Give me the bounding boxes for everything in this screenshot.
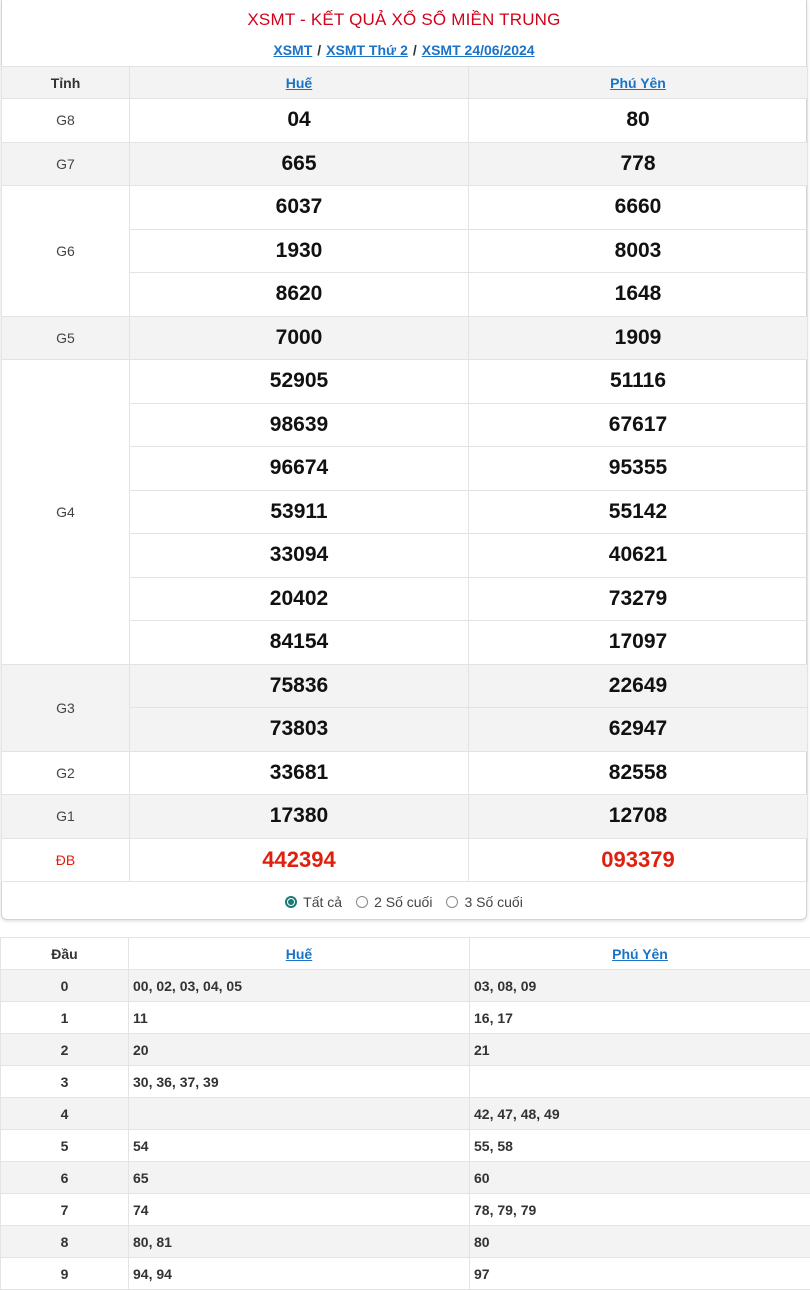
dau-column-header: Đầu <box>1 938 129 970</box>
prize-label: ĐB <box>2 838 130 882</box>
province-link-hue[interactable]: Huế <box>285 74 313 91</box>
province-header-phu-yen <box>469 67 808 99</box>
prize-label: G7 <box>2 142 130 186</box>
prize-row <box>2 186 808 230</box>
loto-row <box>1 1002 810 1034</box>
dau-digit: 5 <box>1 1130 129 1162</box>
filter-option-label: 3 Số cuối <box>464 894 523 910</box>
prize-label: G6 <box>2 186 130 317</box>
prize-number: 7000 <box>130 316 469 360</box>
results-body <box>2 99 808 882</box>
loto-table <box>0 937 810 1290</box>
prize-number: 12708 <box>469 795 808 839</box>
results-table <box>1 66 808 882</box>
dau-digit: 7 <box>1 1194 129 1226</box>
prize-number: 53911 <box>130 490 469 534</box>
loto-row <box>1 1162 810 1194</box>
prize-number: 665 <box>130 142 469 186</box>
prize-number: 04 <box>130 99 469 143</box>
prize-number: 17380 <box>130 795 469 839</box>
prize-row <box>2 99 808 143</box>
prize-number: 22649 <box>469 664 808 708</box>
radio-icon[interactable] <box>285 896 297 908</box>
loto-values <box>129 1098 470 1130</box>
loto-values: 78, 79, 79 <box>470 1194 810 1226</box>
loto-row <box>1 970 810 1002</box>
dau-digit: 1 <box>1 1002 129 1034</box>
loto-row <box>1 1098 810 1130</box>
prize-number: 96674 <box>130 447 469 491</box>
prize-number: 6660 <box>469 186 808 230</box>
province-link-phu-yen[interactable]: Phú Yên <box>610 74 666 91</box>
loto-values: 00, 02, 03, 04, 05 <box>129 970 470 1002</box>
breadcrumb-date-link[interactable]: XSMT 24/06/2024 <box>421 42 535 58</box>
loto-values: 74 <box>129 1194 470 1226</box>
results-header-row <box>2 67 808 99</box>
prize-number: 82558 <box>469 751 808 795</box>
prize-label: G2 <box>2 751 130 795</box>
prize-number: 20402 <box>130 577 469 621</box>
loto-values <box>470 1066 810 1098</box>
loto-body <box>1 970 810 1290</box>
breadcrumb-separator: / <box>412 42 417 58</box>
prize-label: G4 <box>2 360 130 665</box>
loto-values: 80 <box>470 1226 810 1258</box>
prize-number: 33094 <box>130 534 469 578</box>
breadcrumb-xsmt-link[interactable]: XSMT <box>273 42 313 58</box>
filter-option[interactable] <box>285 894 342 910</box>
prize-label: G3 <box>2 664 130 751</box>
prize-row <box>2 664 808 708</box>
prize-number: 33681 <box>130 751 469 795</box>
prize-number: 75836 <box>130 664 469 708</box>
prize-label: G8 <box>2 99 130 143</box>
loto-row <box>1 1130 810 1162</box>
loto-link-phu-yen[interactable]: Phú Yên <box>612 945 668 962</box>
prize-row <box>2 360 808 404</box>
dau-digit: 2 <box>1 1034 129 1066</box>
prize-row <box>2 142 808 186</box>
loto-values: 42, 47, 48, 49 <box>470 1098 810 1130</box>
dau-digit: 9 <box>1 1258 129 1290</box>
filter-option[interactable] <box>446 894 522 910</box>
prize-number: 51116 <box>469 360 808 404</box>
prize-number: 40621 <box>469 534 808 578</box>
loto-row <box>1 1066 810 1098</box>
loto-values: 54 <box>129 1130 470 1162</box>
prize-label: G1 <box>2 795 130 839</box>
loto-values: 20 <box>129 1034 470 1066</box>
loto-header-hue <box>129 938 470 970</box>
loto-link-hue[interactable]: Huế <box>285 945 313 962</box>
prize-number: 98639 <box>130 403 469 447</box>
loto-values: 94, 94 <box>129 1258 470 1290</box>
prize-number: 55142 <box>469 490 808 534</box>
loto-values: 60 <box>470 1162 810 1194</box>
breadcrumb <box>2 40 806 66</box>
dau-digit: 8 <box>1 1226 129 1258</box>
prize-number: 17097 <box>469 621 808 665</box>
filter-option-label: 2 Số cuối <box>374 894 433 910</box>
loto-values: 16, 17 <box>470 1002 810 1034</box>
loto-values: 65 <box>129 1162 470 1194</box>
loto-header-row <box>1 938 810 970</box>
digit-filter <box>2 882 806 922</box>
dau-digit: 6 <box>1 1162 129 1194</box>
loto-values: 11 <box>129 1002 470 1034</box>
loto-row <box>1 1226 810 1258</box>
loto-row <box>1 1194 810 1226</box>
prize-number: 778 <box>469 142 808 186</box>
loto-values: 55, 58 <box>470 1130 810 1162</box>
prize-number: 52905 <box>130 360 469 404</box>
prize-number: 8620 <box>130 273 469 317</box>
prize-row <box>2 795 808 839</box>
results-card <box>1 0 807 920</box>
prize-number: 1930 <box>130 229 469 273</box>
prize-number: 6037 <box>130 186 469 230</box>
prize-label: G5 <box>2 316 130 360</box>
prize-number: 95355 <box>469 447 808 491</box>
prize-number: 62947 <box>469 708 808 752</box>
prize-row <box>2 316 808 360</box>
prize-number: 80 <box>469 99 808 143</box>
prize-number: 093379 <box>469 838 808 882</box>
loto-values: 30, 36, 37, 39 <box>129 1066 470 1098</box>
breadcrumb-weekday-link[interactable]: XSMT Thứ 2 <box>326 42 408 58</box>
prize-number: 67617 <box>469 403 808 447</box>
prize-number: 8003 <box>469 229 808 273</box>
loto-row <box>1 1034 810 1066</box>
prize-row <box>2 838 808 882</box>
prize-number: 73279 <box>469 577 808 621</box>
prize-number: 442394 <box>130 838 469 882</box>
breadcrumb-separator: / <box>317 42 322 58</box>
prize-number: 1648 <box>469 273 808 317</box>
dau-digit: 0 <box>1 970 129 1002</box>
loto-values: 21 <box>470 1034 810 1066</box>
filter-option-label: Tất cả <box>303 894 343 910</box>
prize-number: 84154 <box>130 621 469 665</box>
dau-digit: 3 <box>1 1066 129 1098</box>
prize-number: 1909 <box>469 316 808 360</box>
loto-row <box>1 1258 810 1290</box>
loto-header-phu-yen <box>470 938 810 970</box>
loto-values: 80, 81 <box>129 1226 470 1258</box>
dau-digit: 4 <box>1 1098 129 1130</box>
radio-icon[interactable] <box>446 896 458 908</box>
loto-values: 97 <box>470 1258 810 1290</box>
filter-option[interactable] <box>356 894 432 910</box>
prize-number: 73803 <box>130 708 469 752</box>
province-header-hue <box>130 67 469 99</box>
province-column-header: Tỉnh <box>2 67 130 99</box>
page-title: XSMT - KẾT QUẢ XỔ SỐ MIỀN TRUNG <box>247 10 561 29</box>
radio-icon[interactable] <box>356 896 368 908</box>
loto-values: 03, 08, 09 <box>470 970 810 1002</box>
prize-row <box>2 751 808 795</box>
